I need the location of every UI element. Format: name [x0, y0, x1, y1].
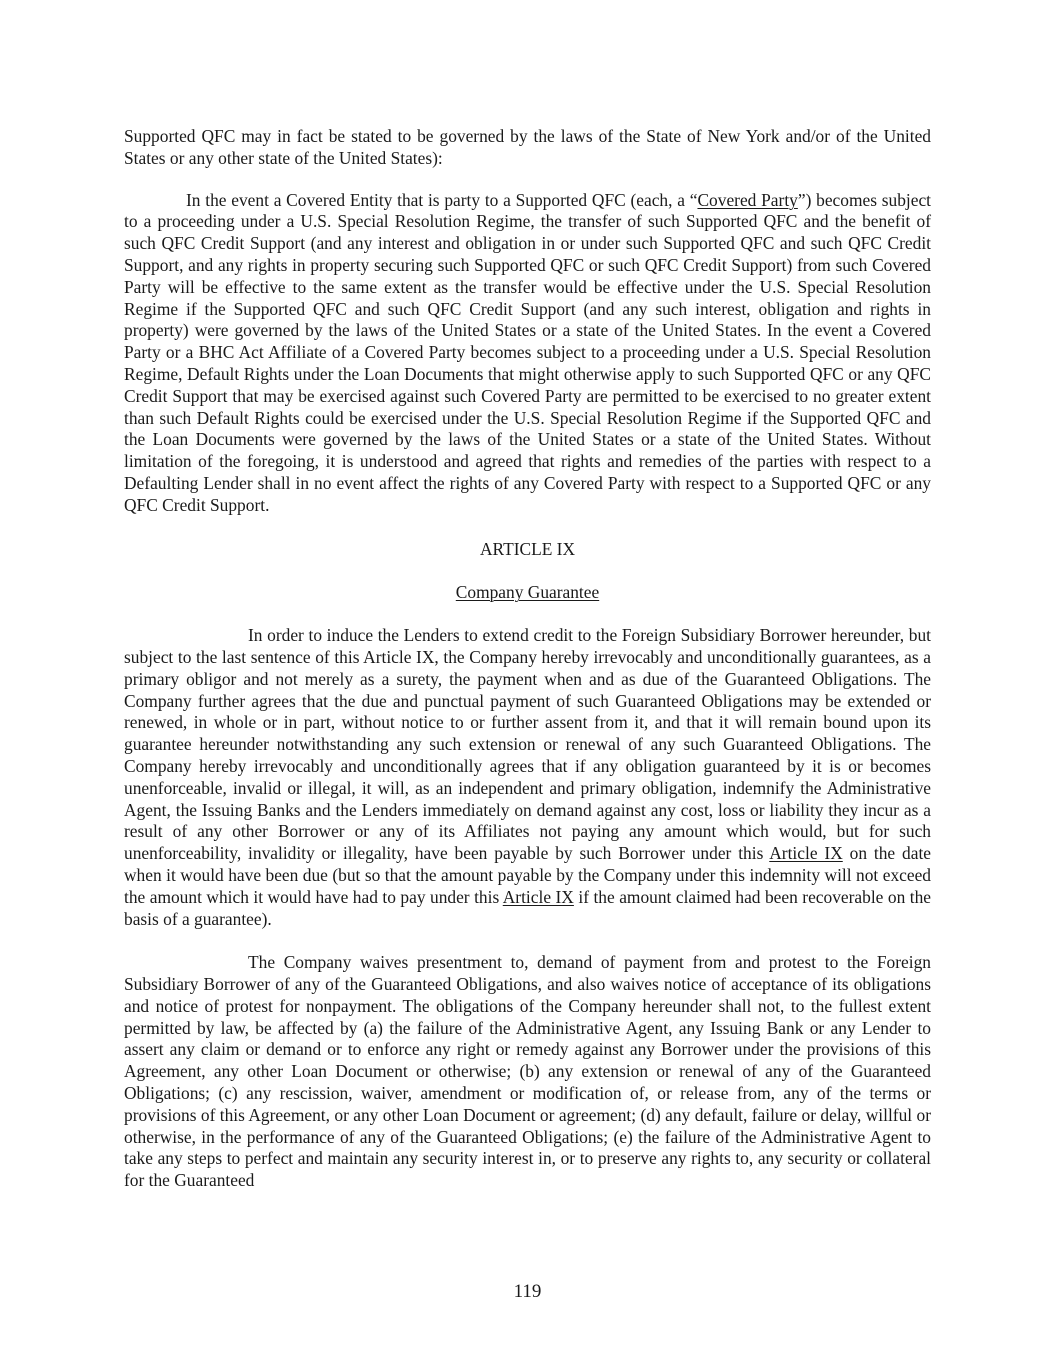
- covered-party-term: Covered Party: [697, 189, 798, 210]
- article-heading: ARTICLE IX: [479, 538, 576, 559]
- guarantee-paragraph-1-part2: on the date when it would have been due (but so that the amount payable by the Company under this indemnity will not exceed the amount which it would have had to pay under this: [124, 843, 931, 907]
- guarantee-paragraph-2: The Company waives presentment to, demand of payment from and protest to the Foreign Subsidiary Borrower of any of the Guaranteed Obligations, and also waives notice of acceptance of its obligations and notice of protest for nonpayment. The obligations of the Company hereunder shall not, to the fullest extent permitted by law, be affected by (a) the failure of the Administrative Agent, any Issuing Bank or any Lender to assert any claim or demand or to enforce any right or remedy against any Borrower under the provisions of this Agreement, any other Loan Document or otherwise; (b) any extension or renewal of any of the Guaranteed Obligations; (c) any rescission, waiver, amendment or modification of, or release from, any of the terms or provisions of this Agreement, or any other Loan Document or agreement; (d) any default, failure or delay, willful or otherwise, in the performance of any of the Guaranteed Obligations; (e) the failure of the Administrative Agent to take any steps to perfect and maintain any security interest in, or to preserve any rights to, any security or collateral for the Guaranteed: [124, 952, 931, 1191]
- continuation-paragraph: Supported QFC may in fact be stated to be governed by the laws of the State of New York and/or of the United States or any other state of the United States):: [124, 126, 931, 168]
- article-reference-2: Article IX: [502, 886, 574, 907]
- guarantee-paragraph-1-part1: In order to induce the Lenders to extend credit to the Foreign Subsidiary Borrower hereunder, but subject to the last sentence of this Article IX, the Company hereby irrevocably and unconditionally guarantees, as a primary obligor and not merely as a surety, the payment when and as due of the Guaranteed Obligations. The Company further agrees that the due and punctual payment of such Guaranteed Obligations may be extended or renewed, in whole or in part, without notice to or further assent from it, and that it will remain bound upon its guarantee hereunder notwithstanding any such extension or renewal of any such Guaranteed Obligations. The Company hereby irrevocably and unconditionally agrees that if any obligation guaranteed by it is or becomes unenforceable, invalid or illegal, it will, as an independent and primary obligation, indemnify the Administrative Agent, the Issuing Banks and the Lenders immediately on demand against any cost, loss or liability they incur as a result of any other Borrower or any of its Affiliates not paying any amount which would, but for such unenforceability, invalidity or illegality, have been payable by such Borrower under this: [124, 625, 931, 864]
- section-heading-text: Company Guarantee: [455, 582, 600, 603]
- section-heading: [124, 582, 931, 604]
- qfc-paragraph-intro: In the event a Covered Entity that is party to a Supported QFC (each, a “: [186, 189, 698, 210]
- guarantee-paragraph-1: [124, 625, 931, 930]
- article-reference-1: Article IX: [769, 843, 843, 864]
- qfc-paragraph: [124, 190, 931, 517]
- guarantee-paragraph-1-part3: if the amount claimed had been recoverable on the basis of a guarantee).: [124, 886, 931, 929]
- qfc-paragraph-rest: ”) becomes subject to a proceeding under a U.S. Special Resolution Regime, the transfer of such Supported QFC and the benefit of such QFC Credit Support (and any interest and obligation in or under such Supported QFC and such QFC Credit Support, and any rights in property securing such Supported QFC or such QFC Credit Support) from such Covered Party will be effective to the same extent as the transfer would be effective under the U.S. Special Resolution Regime if the Supported QFC and such QFC Credit Support (and any such interest, obligation and rights in property) were governed by the laws of the United States or a state of the United States. In the event a Covered Party or a BHC Act Affiliate of a Covered Party becomes subject to a proceeding under a U.S. Special Resolution Regime, Default Rights under the Loan Documents that might otherwise apply to such Supported QFC or any QFC Credit Support that may be exercised against such Covered Party are permitted to be exercised to no greater extent than such Default Rights could be exercised under the U.S. Special Resolution Regime if the Supported QFC and the Loan Documents were governed by the laws of the United States or a state of the United States. Without limitation of the foregoing, it is understood and agreed that rights and remedies of the parties with respect to a Defaulting Lender shall in no event affect the rights of any Covered Party with respect to a Supported QFC or any QFC Credit Support.: [124, 189, 931, 515]
- page-number: 119: [513, 1281, 542, 1302]
- document-body: [124, 126, 931, 1192]
